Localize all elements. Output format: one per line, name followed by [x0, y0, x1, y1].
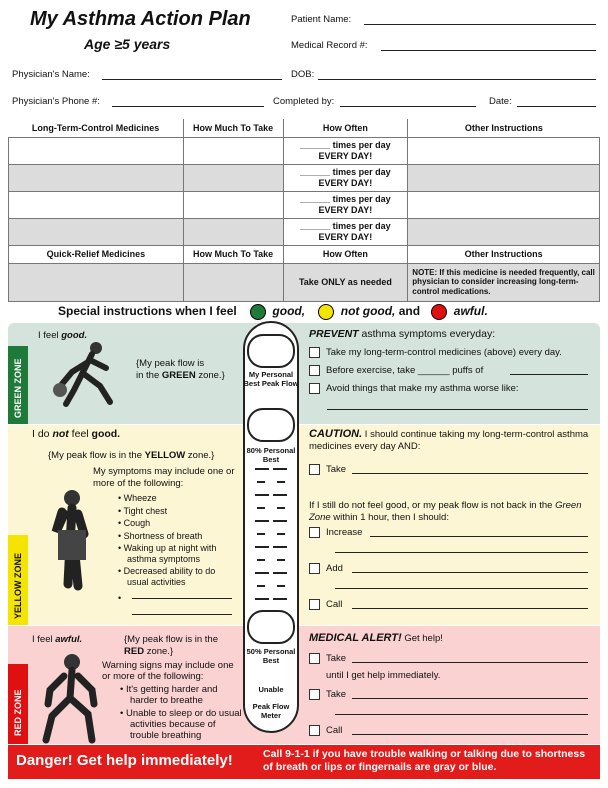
meter-tick — [257, 507, 265, 509]
danger-banner — [8, 745, 600, 779]
qr-col-medicines: Quick-Relief Medicines — [9, 245, 184, 263]
freq-every: EVERY DAY! — [318, 231, 373, 242]
green-zone-tab: GREEN ZONE — [8, 346, 28, 424]
red-take-2[interactable]: Take — [309, 689, 346, 700]
red-take[interactable]: Take — [309, 653, 346, 664]
red-sign-list: • It's getting harder and harder to breathe • Unable to sleep or do usual activities because of trouble breathing — [120, 684, 242, 741]
meter-tick — [273, 520, 287, 522]
yellow-increase[interactable]: Increase — [309, 527, 362, 538]
special-notgood: not good, — [340, 304, 396, 319]
ltc-header-row — [9, 119, 600, 137]
exercise-medicine-field[interactable] — [510, 374, 588, 375]
red-zone-tab: RED ZONE — [8, 664, 28, 744]
80-percent-label: 80% Personal Best — [246, 446, 296, 464]
meter-tick — [255, 546, 269, 548]
completed-by-field[interactable] — [340, 106, 476, 107]
red-take-field-2[interactable] — [352, 698, 588, 699]
symptom-item: Waking up at night with asthma symptoms — [123, 543, 217, 564]
special-lead: Special instructions when I feel — [58, 304, 237, 319]
physician-phone-label: Physician's Phone #: — [12, 96, 100, 107]
table-row[interactable] — [9, 263, 600, 301]
qr-col-often: How Often — [283, 245, 408, 263]
personal-best-window[interactable] — [247, 334, 295, 368]
basketball-player-icon — [52, 340, 122, 424]
special-instructions — [58, 304, 488, 320]
freq-every: EVERY DAY! — [318, 204, 373, 215]
symptom-item: Shortness of breath — [123, 530, 203, 541]
freq-every: EVERY DAY! — [318, 150, 373, 161]
add-field-2[interactable] — [335, 588, 588, 589]
other-symptom-field-2[interactable] — [132, 614, 232, 615]
meter-tick — [273, 468, 287, 470]
freq-text: ______ times per day — [300, 139, 391, 150]
red-feel: I feel awful. — [32, 634, 83, 645]
meter-tick — [255, 520, 269, 522]
yellow-peak: {My peak flow is in the YELLOW zone.} — [48, 450, 215, 461]
red-circle-icon — [431, 304, 447, 320]
patient-name-label: Patient Name: — [291, 14, 352, 25]
special-awful: awful. — [453, 304, 488, 319]
green-item-3[interactable]: Avoid things that make my asthma worse like: — [309, 383, 519, 394]
symptom-item: Cough — [123, 518, 151, 528]
other-symptom-field[interactable] — [132, 598, 232, 599]
meter-tick — [257, 559, 265, 561]
medical-record-field[interactable] — [381, 50, 596, 51]
red-call-field[interactable] — [352, 734, 588, 735]
red-take-field-3[interactable] — [335, 714, 588, 715]
physician-name-label: Physician's Name: — [12, 69, 90, 80]
green-item-1[interactable]: Take my long-term-control medicines (above) every day. — [309, 347, 562, 358]
meter-tick — [255, 598, 269, 600]
meter-tick — [277, 507, 285, 509]
yellow-feel: I do not feel good. — [32, 428, 121, 440]
ltc-col-instructions: Other Instructions — [408, 119, 600, 137]
freq-text: ______ times per day — [300, 220, 391, 231]
freq-text: ______ times per day — [300, 166, 391, 177]
yellow-circle-icon — [318, 304, 334, 320]
qr-col-amount: How Much To Take — [183, 245, 283, 263]
green-circle-icon — [250, 304, 266, 320]
red-warn-intro: Warning signs may include one or more of the following: — [102, 660, 234, 682]
symptom-item: Decreased ability to do usual activities — [123, 566, 216, 587]
yellow-heading: CAUTION. I should continue taking my long-term-control asthma medicines every day AND: — [309, 428, 589, 452]
freq-text: ______ times per day — [300, 193, 391, 204]
qr-often: Take ONLY as needed — [283, 263, 408, 301]
medicine-table — [8, 119, 600, 302]
patient-name-field[interactable] — [364, 24, 596, 25]
special-good: good, — [272, 304, 306, 319]
red-heading: MEDICAL ALERT! Get help! — [309, 632, 443, 644]
yellow-zone-tab: YELLOW ZONE — [8, 535, 28, 625]
green-item-2[interactable]: Before exercise, take ______ puffs of — [309, 365, 483, 376]
meter-tick — [257, 585, 265, 587]
increase-field-2[interactable] — [335, 552, 588, 553]
yellow-symptom-list: • Wheeze • Tight chest • Cough • Shortness of breath • Waking up at night with asthma symptoms • Decreased ability to do usual activities • — [118, 493, 217, 603]
table-row[interactable] — [9, 137, 600, 164]
green-heading: PREVENT asthma symptoms everyday: — [309, 328, 496, 340]
add-field[interactable] — [352, 572, 588, 573]
table-row[interactable] — [9, 164, 600, 191]
checkbox[interactable] — [309, 653, 320, 664]
ltc-col-amount: How Much To Take — [183, 119, 283, 137]
unable-label: Unable — [258, 685, 284, 694]
yellow-still: If I still do not feel good, or my peak flow is not back in the Green Zone within 1 hour, then I should: — [309, 500, 582, 523]
checkbox[interactable] — [309, 347, 320, 358]
checkbox[interactable] — [309, 383, 320, 394]
table-row[interactable] — [9, 218, 600, 245]
50-percent-label: 50% Personal Best — [246, 647, 296, 665]
meter-tick — [257, 481, 265, 483]
meter-tick — [273, 494, 287, 496]
yellow-take[interactable]: Take — [309, 464, 346, 475]
meter-tick — [277, 533, 285, 535]
50-percent-window[interactable] — [247, 610, 295, 644]
physician-phone-field[interactable] — [112, 106, 264, 107]
special-and: and — [398, 304, 421, 319]
checkbox[interactable] — [309, 464, 320, 475]
meter-tick — [277, 481, 285, 483]
yellow-take-field[interactable] — [352, 473, 588, 474]
meter-tick — [277, 585, 285, 587]
meter-tick — [257, 533, 265, 535]
checkbox[interactable] — [309, 527, 320, 538]
coughing-person-icon — [44, 484, 104, 604]
freq-every: EVERY DAY! — [318, 177, 373, 188]
yellow-call-field[interactable] — [352, 608, 588, 609]
80-percent-window[interactable] — [247, 408, 295, 442]
checkbox[interactable] — [309, 725, 320, 736]
date-label: Date: — [489, 96, 512, 107]
page-title: My Asthma Action Plan — [30, 8, 251, 30]
breathless-person-icon — [34, 650, 104, 744]
warning-item: It's getting harder and harder to breathe — [125, 684, 218, 706]
qr-note: NOTE: If this medicine is needed frequently, call physician to consider increasing long-term-control medications. — [408, 263, 600, 301]
dob-label: DOB: — [291, 69, 315, 80]
symptom-item: Tight chest — [123, 505, 168, 516]
age-subtitle: Age ≥5 years — [84, 36, 171, 52]
qr-header-row — [9, 245, 600, 263]
ltc-col-medicines: Long-Term-Control Medicines — [9, 119, 184, 137]
red-peak: {My peak flow is in the RED zone.} — [124, 634, 218, 657]
meter-tick — [273, 598, 287, 600]
checkbox[interactable] — [309, 563, 320, 574]
meter-tick — [273, 546, 287, 548]
red-call[interactable]: Call — [309, 725, 342, 736]
physician-name-field[interactable] — [102, 79, 282, 80]
meter-tick — [255, 468, 269, 470]
completed-by-label: Completed by: — [273, 96, 335, 107]
checkbox[interactable] — [309, 689, 320, 700]
yellow-call[interactable]: Call — [309, 599, 342, 610]
checkbox[interactable] — [309, 599, 320, 610]
triggers-field[interactable] — [327, 409, 588, 410]
call-911-text: Call 9-1-1 if you have trouble walking or talking due to shortness of breath or lips or fingernails are gray or blue. — [263, 748, 586, 773]
green-feel: I feel good. — [38, 330, 88, 341]
red-until: until I get help immediately. — [326, 670, 441, 681]
table-row[interactable] — [9, 191, 600, 218]
green-peak: {My peak flow is in the GREEN zone.} — [136, 358, 225, 381]
danger-heading: Danger! Get help immediately! — [16, 752, 233, 769]
yellow-symptom-intro: My symptoms may include one or more of the following: — [93, 466, 235, 489]
increase-field[interactable] — [370, 536, 588, 537]
yellow-add[interactable]: Add — [309, 563, 343, 574]
ltc-col-often: How Often — [283, 119, 408, 137]
red-take-field[interactable] — [352, 662, 588, 663]
qr-col-instructions: Other Instructions — [408, 245, 600, 263]
dob-field[interactable] — [318, 79, 596, 80]
personal-best-label: My Personal Best Peak Flow — [243, 370, 299, 388]
meter-tick — [277, 559, 285, 561]
date-field[interactable] — [517, 106, 596, 107]
checkbox[interactable] — [309, 365, 320, 376]
meter-tick — [273, 572, 287, 574]
symptom-item: Wheeze — [123, 493, 157, 503]
meter-tick — [255, 494, 269, 496]
medical-record-label: Medical Record #: — [291, 40, 368, 51]
meter-tick — [255, 572, 269, 574]
meter-name-label: Peak Flow Meter — [252, 702, 290, 720]
warning-item: Unable to sleep or do usual activities because of trouble breathing — [125, 708, 242, 741]
